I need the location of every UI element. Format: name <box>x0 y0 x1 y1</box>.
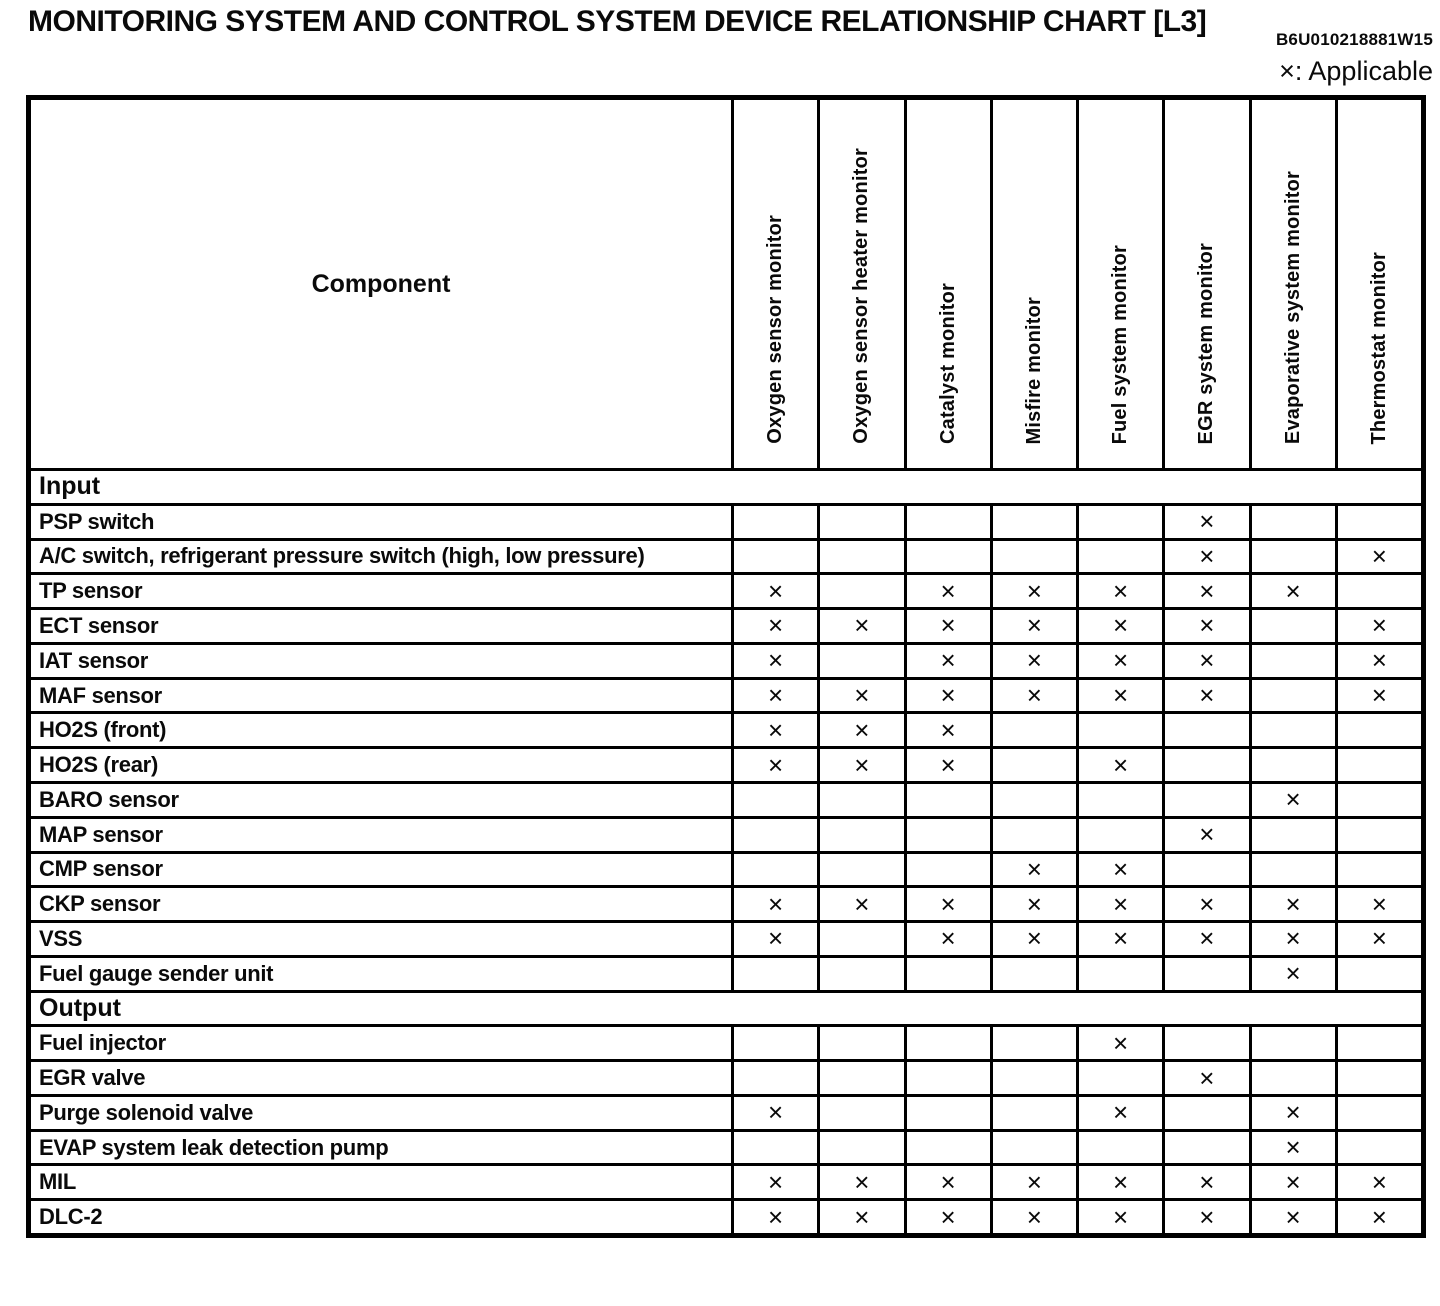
mark-cell <box>820 1097 903 1129</box>
mark-cell: × <box>1252 784 1335 816</box>
mark-cell <box>1165 1097 1248 1129</box>
mark-cell: × <box>1338 541 1421 573</box>
mark-cell: × <box>1165 506 1248 538</box>
mark-cell: × <box>1165 923 1248 955</box>
component-cell <box>31 714 731 746</box>
mark-cell <box>993 714 1076 746</box>
mark-cell: × <box>1338 1201 1421 1233</box>
mark-cell <box>734 819 817 851</box>
mark-cell: × <box>734 749 817 781</box>
mark-cell <box>820 819 903 851</box>
mark-cell <box>993 506 1076 538</box>
mark-cell: × <box>1165 645 1248 677</box>
component-cell <box>31 1132 731 1164</box>
mark-cell: × <box>1079 610 1162 642</box>
mark-cell: × <box>734 714 817 746</box>
mark-cell: × <box>1079 888 1162 920</box>
component-cell-label: MAP sensor <box>39 821 163 847</box>
mark-cell: × <box>1079 923 1162 955</box>
mark-cell <box>907 854 990 886</box>
relationship-table <box>26 95 1426 1238</box>
component-cell <box>31 958 731 990</box>
mark-cell: × <box>820 1166 903 1198</box>
mark-cell: × <box>734 645 817 677</box>
mark-cell: × <box>1338 680 1421 712</box>
mark-cell <box>734 541 817 573</box>
component-cell <box>31 923 731 955</box>
mark-cell <box>1252 645 1335 677</box>
mark-cell <box>907 506 990 538</box>
mark-cell <box>1079 714 1162 746</box>
component-cell <box>31 541 731 573</box>
mark-cell: × <box>1252 1166 1335 1198</box>
component-cell-label: HO2S (rear) <box>39 752 158 778</box>
mark-cell: × <box>820 888 903 920</box>
mark-cell <box>1338 506 1421 538</box>
monitor-column-header <box>820 100 903 468</box>
mark-cell: × <box>734 610 817 642</box>
mark-cell: × <box>734 680 817 712</box>
mark-cell: × <box>820 714 903 746</box>
mark-cell <box>907 784 990 816</box>
mark-cell <box>993 958 1076 990</box>
component-cell-label: MAF sensor <box>39 682 162 708</box>
component-cell <box>31 854 731 886</box>
component-cell-label: EGR valve <box>39 1065 146 1091</box>
mark-cell <box>1079 1132 1162 1164</box>
component-cell <box>31 575 731 607</box>
mark-cell: × <box>1079 1201 1162 1233</box>
mark-cell <box>993 1027 1076 1059</box>
mark-cell <box>907 1027 990 1059</box>
mark-cell: × <box>907 923 990 955</box>
mark-cell <box>1079 1062 1162 1094</box>
monitor-column-header-label: Thermostat monitor <box>1367 251 1390 444</box>
mark-cell <box>734 506 817 538</box>
mark-cell: × <box>820 1201 903 1233</box>
section-header-row-label: Output <box>39 993 121 1022</box>
mark-cell: × <box>993 1201 1076 1233</box>
mark-cell <box>1338 784 1421 816</box>
mark-cell: × <box>1079 645 1162 677</box>
mark-cell <box>820 541 903 573</box>
component-cell-label: CMP sensor <box>39 856 163 882</box>
mark-cell <box>1338 1132 1421 1164</box>
mark-cell: × <box>734 888 817 920</box>
component-cell <box>31 645 731 677</box>
monitor-column-header-label: Oxygen sensor heater monitor <box>850 148 873 444</box>
mark-cell <box>1252 680 1335 712</box>
component-cell <box>31 680 731 712</box>
mark-cell: × <box>1165 1062 1248 1094</box>
mark-cell <box>1079 506 1162 538</box>
component-cell-label: ECT sensor <box>39 612 159 638</box>
monitor-column-header <box>993 100 1076 468</box>
mark-cell <box>907 1062 990 1094</box>
mark-cell <box>993 819 1076 851</box>
mark-cell: × <box>1165 541 1248 573</box>
monitor-column-header <box>734 100 817 468</box>
component-cell <box>31 1097 731 1129</box>
mark-cell: × <box>1252 888 1335 920</box>
mark-cell <box>734 1062 817 1094</box>
mark-cell: × <box>1079 1166 1162 1198</box>
mark-cell <box>1079 784 1162 816</box>
mark-cell <box>1338 819 1421 851</box>
mark-cell: × <box>820 610 903 642</box>
mark-cell <box>734 958 817 990</box>
component-header-label: Component <box>311 269 451 298</box>
mark-cell <box>734 784 817 816</box>
mark-cell <box>1252 819 1335 851</box>
component-cell-label: HO2S (front) <box>39 717 167 743</box>
mark-cell: × <box>993 854 1076 886</box>
section-header-row <box>31 471 1421 503</box>
mark-cell <box>1165 854 1248 886</box>
mark-cell: × <box>1165 1201 1248 1233</box>
component-cell-label: Purge solenoid valve <box>39 1099 254 1125</box>
section-header-row-label: Input <box>39 472 101 501</box>
mark-cell: × <box>1079 749 1162 781</box>
mark-cell: × <box>907 749 990 781</box>
mark-cell <box>1252 610 1335 642</box>
applicable-mark-symbol: × <box>1279 56 1295 86</box>
component-cell-label: MIL <box>39 1169 76 1195</box>
component-cell-label: CKP sensor <box>39 891 161 917</box>
mark-cell <box>1338 1027 1421 1059</box>
component-cell <box>31 610 731 642</box>
component-cell <box>31 1201 731 1233</box>
mark-cell: × <box>1252 1132 1335 1164</box>
mark-cell: × <box>1252 575 1335 607</box>
component-cell <box>31 1062 731 1094</box>
mark-cell: × <box>1079 854 1162 886</box>
monitor-column-header <box>1338 100 1421 468</box>
mark-cell <box>1338 749 1421 781</box>
mark-cell: × <box>907 714 990 746</box>
mark-cell <box>993 1132 1076 1164</box>
mark-cell <box>734 854 817 886</box>
mark-cell: × <box>1338 923 1421 955</box>
component-header-cell <box>31 100 731 468</box>
mark-cell: × <box>1079 1097 1162 1129</box>
monitor-column-header-label: Catalyst monitor <box>936 282 959 444</box>
mark-cell: × <box>1079 575 1162 607</box>
component-cell-label: PSP switch <box>39 508 155 534</box>
mark-cell: × <box>1338 645 1421 677</box>
mark-cell: × <box>734 1166 817 1198</box>
mark-cell: × <box>907 610 990 642</box>
component-cell-label: IAT sensor <box>39 647 149 673</box>
mark-cell <box>1338 958 1421 990</box>
mark-cell <box>820 645 903 677</box>
applicable-legend-label: : Applicable <box>1294 56 1433 86</box>
mark-cell <box>1252 749 1335 781</box>
mark-cell <box>1165 749 1248 781</box>
mark-cell <box>1252 541 1335 573</box>
mark-cell <box>993 1097 1076 1129</box>
mark-cell <box>907 541 990 573</box>
mark-cell: × <box>907 1201 990 1233</box>
monitor-column-header <box>1079 100 1162 468</box>
mark-cell <box>734 1027 817 1059</box>
mark-cell <box>993 749 1076 781</box>
mark-cell: × <box>907 645 990 677</box>
applicable-legend <box>1279 56 1433 87</box>
mark-cell <box>1165 958 1248 990</box>
component-cell <box>31 1027 731 1059</box>
mark-cell <box>1252 854 1335 886</box>
monitor-column-header <box>1165 100 1248 468</box>
mark-cell: × <box>734 923 817 955</box>
mark-cell <box>907 958 990 990</box>
component-cell <box>31 749 731 781</box>
mark-cell <box>1079 819 1162 851</box>
component-cell <box>31 506 731 538</box>
mark-cell: × <box>907 888 990 920</box>
component-cell-label: BARO sensor <box>39 786 179 812</box>
component-cell <box>31 888 731 920</box>
monitor-column-header-label: Fuel system monitor <box>1109 244 1132 444</box>
mark-cell <box>993 1062 1076 1094</box>
mark-cell <box>1079 958 1162 990</box>
mark-cell: × <box>734 1201 817 1233</box>
mark-cell <box>820 854 903 886</box>
mark-cell <box>1252 1062 1335 1094</box>
component-cell-label: Fuel injector <box>39 1030 166 1056</box>
mark-cell: × <box>993 645 1076 677</box>
mark-cell <box>993 784 1076 816</box>
mark-cell: × <box>907 1166 990 1198</box>
mark-cell <box>1338 714 1421 746</box>
monitor-column-header <box>1252 100 1335 468</box>
mark-cell: × <box>1252 923 1335 955</box>
mark-cell: × <box>1079 680 1162 712</box>
mark-cell <box>993 541 1076 573</box>
mark-cell <box>820 575 903 607</box>
mark-cell: × <box>1338 1166 1421 1198</box>
page-title: MONITORING SYSTEM AND CONTROL SYSTEM DEVICE RELATIONSHIP CHART [L3] <box>28 5 1207 38</box>
section-header-row <box>31 993 1421 1025</box>
mark-cell: × <box>1165 680 1248 712</box>
mark-cell: × <box>734 1097 817 1129</box>
mark-cell: × <box>993 923 1076 955</box>
mark-cell: × <box>993 1166 1076 1198</box>
mark-cell <box>820 958 903 990</box>
mark-cell <box>820 784 903 816</box>
component-cell-label: TP sensor <box>39 578 143 604</box>
mark-cell <box>1338 1097 1421 1129</box>
mark-cell <box>907 1097 990 1129</box>
component-cell-label: A/C switch, refrigerant pressure switch (high, low pressure) <box>39 543 645 569</box>
mark-cell <box>1338 1062 1421 1094</box>
component-cell <box>31 784 731 816</box>
mark-cell: × <box>1165 888 1248 920</box>
component-cell <box>31 819 731 851</box>
mark-cell: × <box>1252 1097 1335 1129</box>
mark-cell: × <box>1165 1166 1248 1198</box>
mark-cell: × <box>1252 958 1335 990</box>
mark-cell: × <box>1165 610 1248 642</box>
monitor-column-header-label: EGR system monitor <box>1195 242 1218 444</box>
mark-cell <box>820 1027 903 1059</box>
monitor-column-header-label: Oxygen sensor monitor <box>764 215 787 444</box>
monitor-column-header <box>907 100 990 468</box>
component-cell-label: VSS <box>39 925 83 951</box>
mark-cell: × <box>1338 888 1421 920</box>
mark-cell: × <box>907 680 990 712</box>
mark-cell: × <box>993 680 1076 712</box>
mark-cell: × <box>1338 610 1421 642</box>
mark-cell <box>734 1132 817 1164</box>
mark-cell: × <box>907 575 990 607</box>
mark-cell <box>1338 854 1421 886</box>
mark-cell <box>1165 784 1248 816</box>
mark-cell <box>1165 1132 1248 1164</box>
mark-cell <box>1252 714 1335 746</box>
mark-cell <box>1165 714 1248 746</box>
monitor-column-header-label: Evaporative system monitor <box>1281 170 1304 444</box>
component-cell-label: EVAP system leak detection pump <box>39 1134 389 1160</box>
mark-cell: × <box>993 575 1076 607</box>
mark-cell: × <box>993 610 1076 642</box>
mark-cell: × <box>734 575 817 607</box>
mark-cell <box>820 506 903 538</box>
mark-cell: × <box>1165 575 1248 607</box>
mark-cell <box>1165 1027 1248 1059</box>
mark-cell <box>820 1132 903 1164</box>
mark-cell: × <box>820 680 903 712</box>
monitor-column-header-label: Misfire monitor <box>1022 296 1045 444</box>
component-cell-label: DLC-2 <box>39 1204 103 1230</box>
mark-cell <box>1338 575 1421 607</box>
mark-cell: × <box>820 749 903 781</box>
mark-cell: × <box>993 888 1076 920</box>
mark-cell <box>907 1132 990 1164</box>
mark-cell <box>907 819 990 851</box>
mark-cell: × <box>1165 819 1248 851</box>
mark-cell <box>820 923 903 955</box>
mark-cell: × <box>1252 1201 1335 1233</box>
mark-cell <box>820 1062 903 1094</box>
mark-cell <box>1252 506 1335 538</box>
document-code: B6U010218881W15 <box>1275 30 1433 49</box>
component-cell-label: Fuel gauge sender unit <box>39 960 274 986</box>
mark-cell <box>1079 541 1162 573</box>
mark-cell <box>1252 1027 1335 1059</box>
mark-cell: × <box>1079 1027 1162 1059</box>
component-cell <box>31 1166 731 1198</box>
